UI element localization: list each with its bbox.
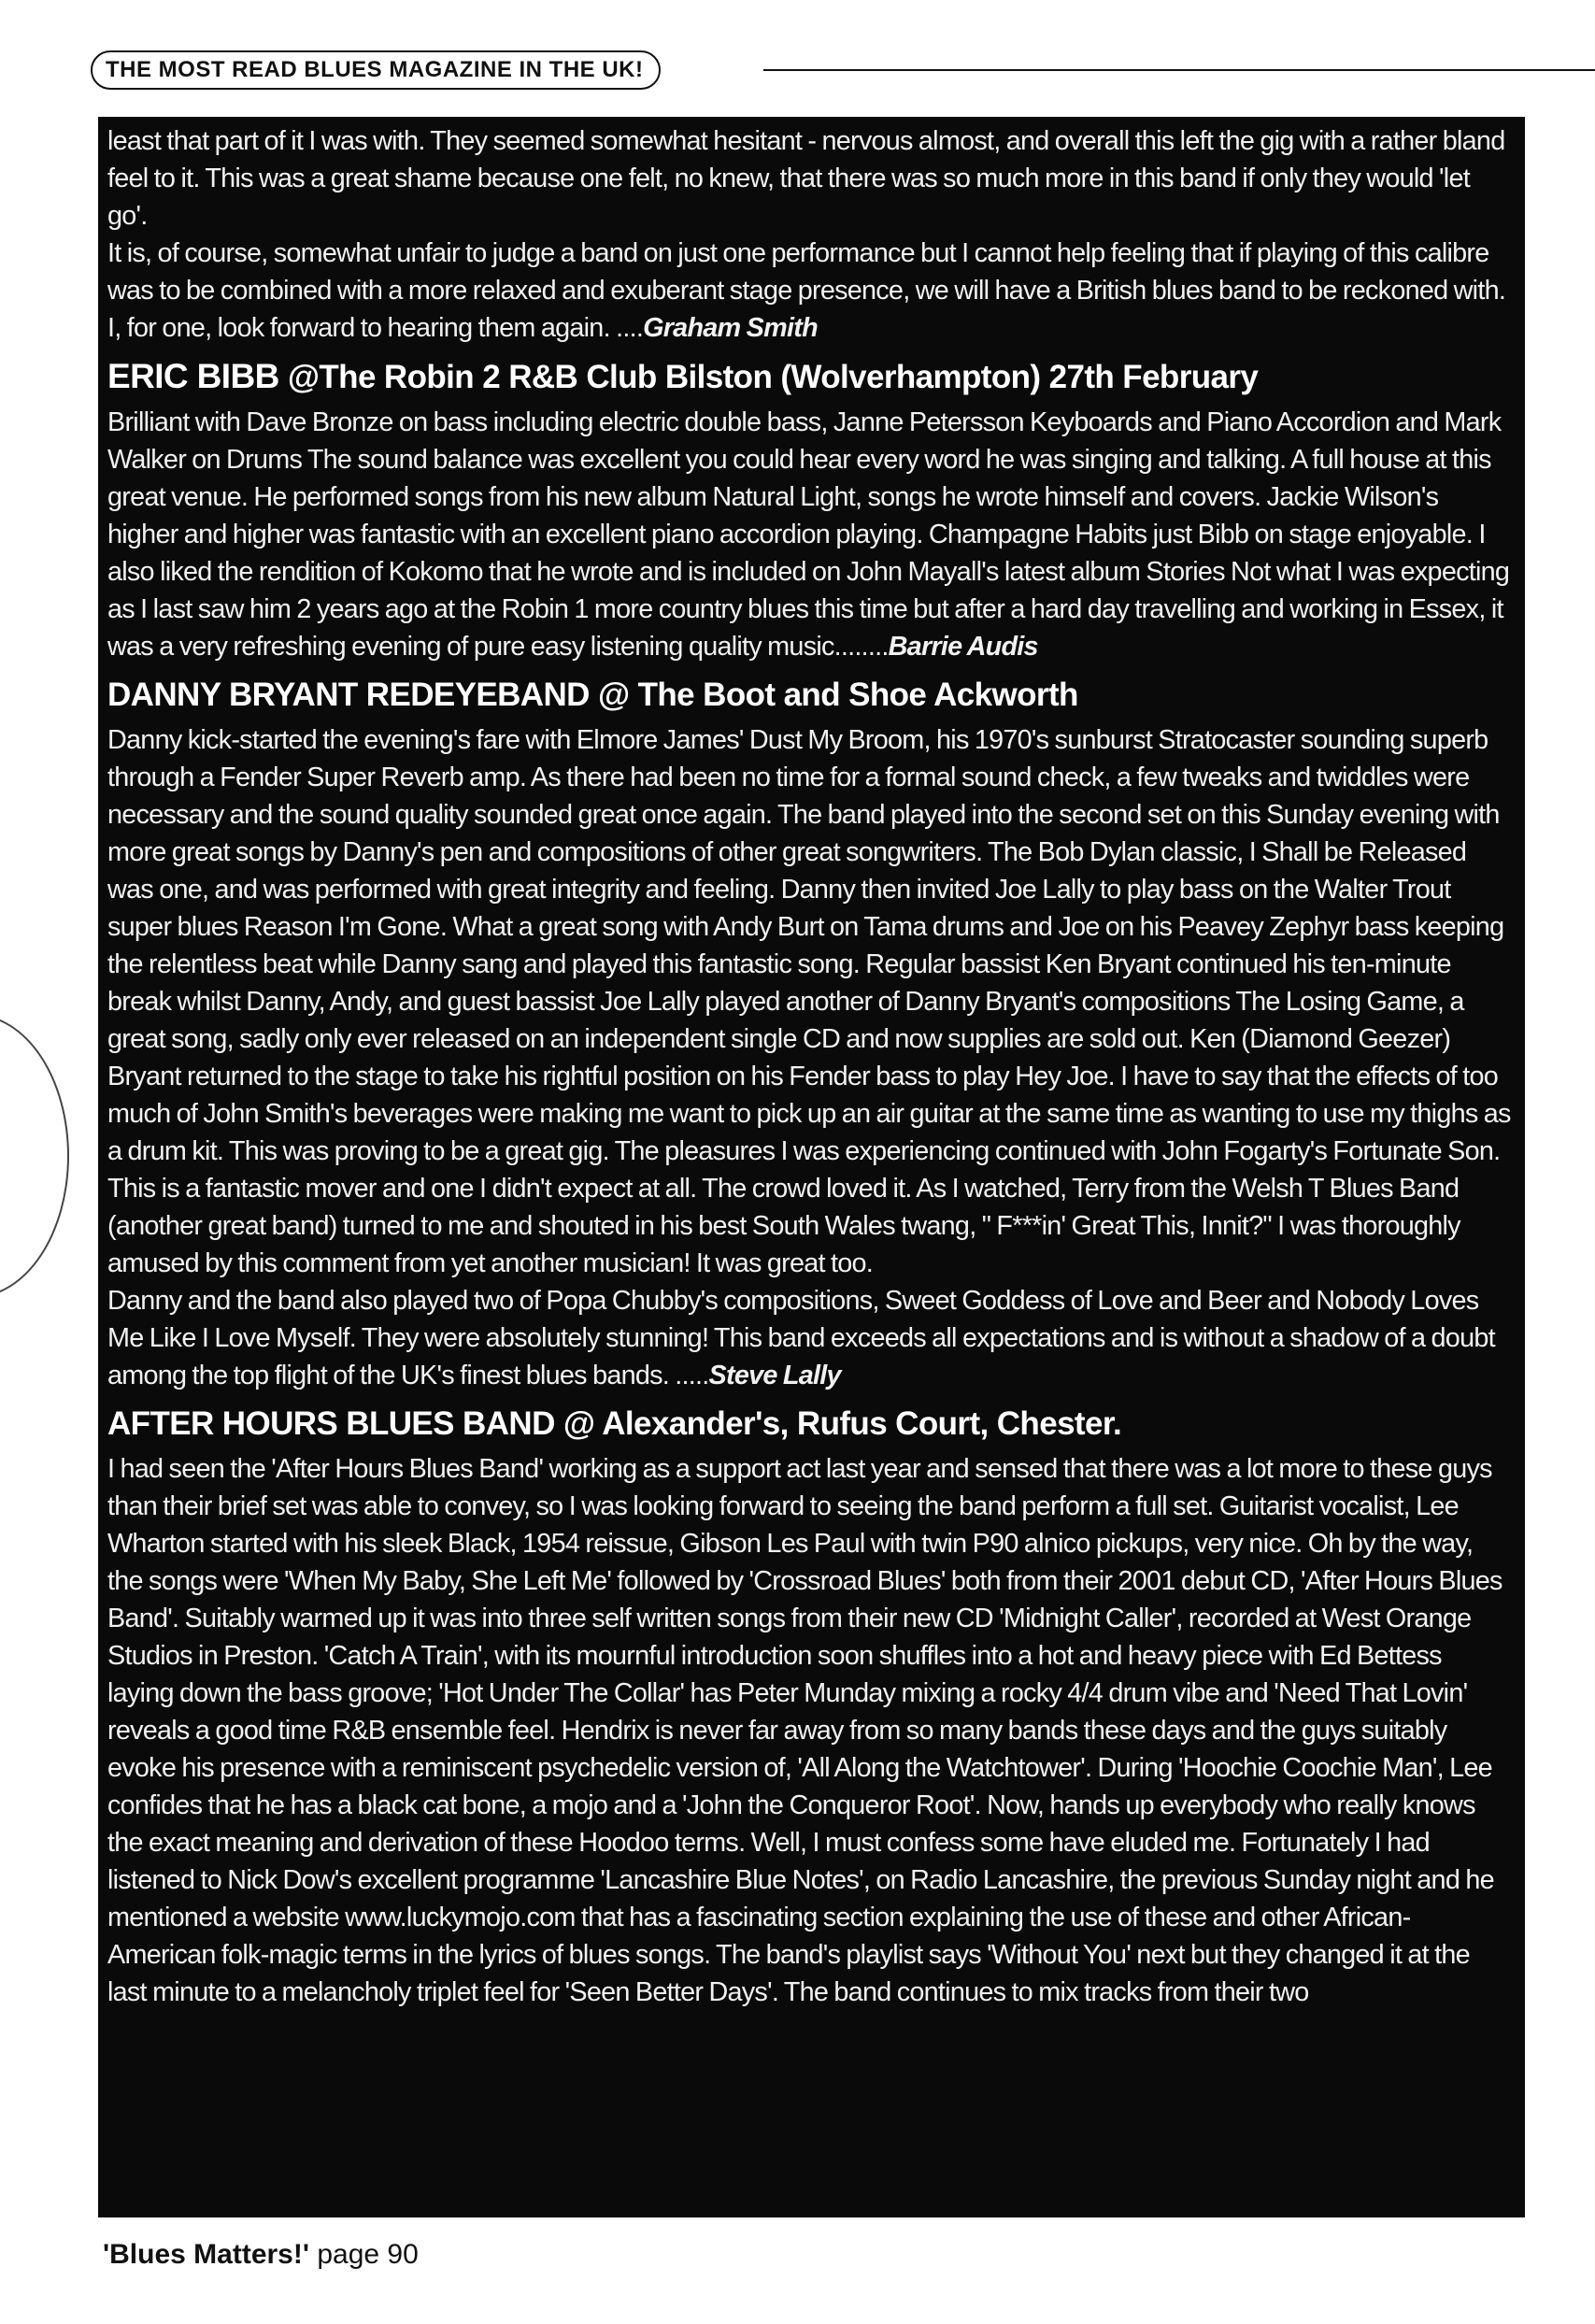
review-paragraph-text: Danny and the band also played two of Popa Chubby's compositions, Sweet Goddess of Love and Beer and Nobody Loves Me Like I Love Myself. They were absolutely stunning! This band exceeds all expectations and is without a shadow of a doubt among the top flight of the UK's finest blues bands. ..... [107, 1286, 1495, 1390]
review-artist: AFTER HOURS BLUES BAND [107, 1405, 555, 1442]
review-heading [107, 1400, 1512, 1448]
review-artist: DANNY BRYANT REDEYEBAND [107, 677, 590, 713]
masthead-tagline: THE MOST READ BLUES MAGAZINE IN THE UK! [91, 50, 661, 90]
review-venue: @The Robin 2 R&B Club Bilston (Wolverhampton) 27th February [287, 359, 1259, 395]
page-footer [103, 2239, 419, 2271]
intro-paragraph-1: least that part of it I was with. They seemed somewhat hesitant - nervous almost, and overall this left the gig with a rather bland feel to it. This was a great shame because one felt, no knew, that there was so much more in this band if only they would 'let go'. [107, 126, 1505, 231]
review-paragraph-text: Brilliant with Dave Bronze on bass including electric double bass, Janne Petersson Keyboards and Piano Accordion and Mark Walker on Drums The sound balance was excellent you could hear every word he was singing and talking. A full house at this great venue. He performed songs from his new album Natural Light, songs he wrote himself and covers. Jackie Wilson's higher and higher was fantastic with an excellent piano accordion playing. Champagne Habits just Bibb on stage enjoyable. I also liked the rendition of Kokomo that he wrote and is included on John Mayall's latest album Stories Not what I was expecting as I last saw him 2 years ago at the Robin 1 more country blues this time but after a hard day travelling and working in Essex, it was a very refreshing evening of pure easy listening quality music........ [107, 407, 1510, 662]
masthead-bar [91, 49, 1595, 90]
review-paragraph [107, 1282, 1512, 1394]
review-paragraph: Danny kick-started the evening's fare with Elmore James' Dust My Broom, his 1970's sunburst Stratocaster sounding superb through a Fender Super Reverb amp. As there had been no time for a formal sound check, a few tweaks and twiddles were necessary and the sound quality sounded great once again. The band played into the second set on this Sunday evening with more great songs by Danny's pen and compositions of other great songwriters. The Bob Dylan classic, I Shall be Released was one, and was performed with great integrity and feeling. Danny then invited Joe Lally to play bass on the Walter Trout super blues Reason I'm Gone. What a great song with Andy Burt on Tama drums and Joe on his Peavey Zephyr bass keeping the relentless beat while Danny sang and played this fantastic song. Regular bassist Ken Bryant continued his ten-minute break whilst Danny, Andy, and guest bassist Joe Lally played another of Danny Bryant's compositions The Losing Game, a great song, sadly only ever released on an independent single CD and now supplies are sold out. Ken (Diamond Geezer) Bryant returned to the stage to take his rightful position on his Fender bass to play Hey Joe. I have to say that the effects of too much of John Smith's beverages were making me want to pick up an air guitar at the same time as wanting to use my thighs as a drum kit. This was proving to be a great gig. The pleasures I was experiencing continued with John Fogarty's Fortunate Son. This is a fantastic mover and one I didn't expect at all. The crowd loved it. As I watched, Terry from the Welsh T Blues Band (another great band) turned to me and shouted in his best South Wales twang, " F***in' Great This, Innit?" I was thoroughly amused by this comment from yet another musician! It was great too. [107, 725, 1511, 1278]
masthead-rule [763, 69, 1595, 71]
binding-hole-mark [0, 1014, 69, 1298]
reviewer-byline: Graham Smith [643, 313, 818, 343]
review-heading [107, 352, 1512, 402]
review-artist: ERIC BIBB [107, 357, 279, 395]
magazine-name: 'Blues Matters!' [103, 2239, 309, 2270]
reviewer-byline: Steve Lally [708, 1361, 841, 1390]
review-paragraph: I had seen the 'After Hours Blues Band' working as a support act last year and sensed that there was a lot more to these guys than their brief set was able to convey, so I was looking forward to seeing the band perform a full set. Guitarist vocalist, Lee Wharton started with his sleek Black, 1954 reissue, Gibson Les Paul with twin P90 alnico pickups, very nice. Oh by the way, the songs were 'When My Baby, She Left Me' followed by 'Crossroad Blues' both from their 2001 debut CD, 'After Hours Blues Band'. Suitably warmed up it was into three self written songs from their new CD 'Midnight Caller', recorded at West Orange Studios in Preston. 'Catch A Train', with its mournful introduction soon shuffles into a hot and heavy piece with Ed Bettess laying down the bass groove; 'Hot Under The Collar' has Peter Munday mixing a rocky 4/4 drum vibe and 'Need That Lovin' reveals a good time R&B ensemble feel. Hendrix is never far away from so many bands these days and the guys suitably evoke his presence with a reminiscent psychedelic version of, 'All Along the Watchtower'. During 'Hoochie Coochie Man', Lee confides that he has a black cat bone, a mojo and a 'John the Conqueror Root'. Now, hands up everybody who really knows the exact meaning and derivation of these Hoodoo terms. Well, I must confess some have eluded me. Fortunately I had listened to Nick Dow's excellent programme 'Lancashire Blue Notes', on Radio Lancashire, the previous Sunday night and he mentioned a website www.luckymojo.com that has a fascinating section explaining the use of these and other African-American folk-magic terms in the lyrics of blues songs. The band's playlist says 'Without You' next but they changed it at the last minute to a melancholy triplet feel for 'Seen Better Days'. The band continues to mix tracks from their two [107, 1454, 1502, 2007]
review-heading [107, 671, 1512, 720]
page-number: page 90 [317, 2239, 419, 2270]
review-venue: @ Alexander's, Rufus Court, Chester. [563, 1405, 1122, 1442]
reviewer-byline: Barrie Audis [888, 632, 1038, 662]
review-venue: @ The Boot and Shoe Ackworth [597, 677, 1078, 713]
intro-paragraph-2-text: It is, of course, somewhat unfair to judge a band on just one performance but I cannot help feeling that if playing of this calibre was to be combined with a more relaxed and exuberant stage presence, we will have a British blues band to be reckoned with. I, for one, look forward to hearing them again. .... [107, 238, 1506, 343]
review-paragraph [107, 404, 1512, 665]
reviews-column [98, 117, 1525, 2217]
intro-paragraph-2 [107, 235, 1512, 347]
